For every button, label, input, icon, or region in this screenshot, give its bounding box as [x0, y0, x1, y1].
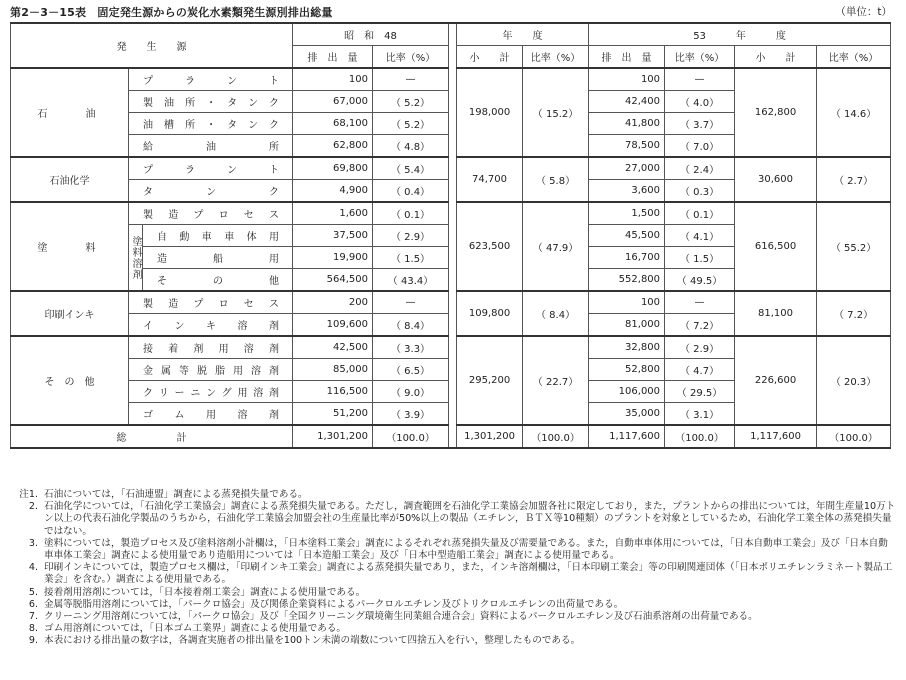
table-row: 石油化学 プラント 69,800 （ 5.4） 74,700 （ 5.8） 27,000 （ 2.4） 30,600 （ 2.7）	[11, 157, 891, 180]
category-toryo: 塗 料	[11, 202, 129, 291]
table-row: そ の 他 接着剤用溶剤 42,500 （ 3.3） 295,200 （ 22.7） 32,800 （ 2.9） 226,600 （ 20.3）	[11, 336, 891, 359]
header-subtotal-48: 小 計	[457, 46, 523, 69]
note-item: 6. 金属等脱脂用溶剤については，「パークロ協会」及び関係企業資料によるパークロルエチレン及びトリクロルエチレンの出荷量である。	[28, 598, 624, 610]
table-row: ゴム用溶剤 51,200 （ 3.9） 35,000 （ 3.1）	[11, 403, 891, 426]
table-title: 第2－3－15表 固定発生源からの炭化水素類発生源別排出総量	[10, 6, 333, 19]
table-row: 油槽所・タンク 68,100 （ 5.2） 41,800 （ 3.7）	[11, 113, 891, 135]
note-item: 9. 本表における排出量の数字は，各調査実施者の排出量を100トン未満の端数について四捨五入を行い，整理したものである。	[28, 635, 581, 647]
total-label: 総 計	[11, 425, 293, 448]
table-row: 塗 料 製造プロセス 1,600 （ 0.1） 623,500 （ 47.9） 1,500 （ 0.1） 616,500 （ 55.2）	[11, 202, 891, 225]
header-ratio-53: 比率（%）	[665, 46, 735, 69]
table-row: 金属等脱脂用溶剤 85,000 （ 6.5） 52,800 （ 4.7）	[11, 359, 891, 381]
table-row: 造船用 19,900 （ 1.5） 16,700 （ 1.5）	[11, 247, 891, 269]
table-row: 印刷インキ 製造プロセス 200 — 109,800 （ 8.4） 100 — 81,100 （ 7.2）	[11, 291, 891, 314]
header-emission-48: 排 出 量	[293, 46, 373, 69]
header-source: 発 生 源	[11, 23, 293, 68]
category-sekiyu-kagaku: 石油化学	[11, 157, 129, 202]
header-subratio-53: 比率（%）	[817, 46, 891, 69]
table-row: 給油所 62,800 （ 4.8） 78,500 （ 7.0）	[11, 135, 891, 158]
note-item: 注1. 石油については，「石油連盟」調査による蒸発損失量である。	[19, 489, 308, 500]
table-row: 塗料溶剤 自動車車体用 37,500 （ 2.9） 45,500 （ 4.1）	[11, 225, 891, 247]
table-row: 製油所・タンク 67,000 （ 5.2） 42,400 （ 4.0）	[11, 91, 891, 113]
header-53: 53 年 度	[589, 23, 891, 46]
note-item: 8. ゴム用溶剤については，「日本ゴム工業界」調査による使用量である。	[28, 623, 347, 635]
note-item: 3. 塗料については，製造プロセス及び塗料溶剤小計欄は，「日本塗料工業会」調査によるそれぞれ蒸発損失量及び需要量である。また，自動車車体用については，「日本自動車工業会」及び「日本自動車車体工業会」調査による使用量であり造船用については「日本造船工業会」及び「日本中型造船工業会」調査による使用量である。	[28, 537, 888, 562]
note-item: 2. 石油化学については，「石油化学工業協会」調査による蒸発損失量である。ただし，調査範囲を石油化学工業協会加盟各社に限定しており，また，プラントからの排出については，年間生産量10万トン以上の代表石油化学製品のうちから，石油化学工業協会加盟会社の生産量比率が50%以上の製品（エチレン，ＢＴＸ等10種類）のプラントを対象としているため，石油化学工業全体の蒸発損失量ではない。	[28, 501, 896, 537]
category-sekiyu: 石 油	[11, 68, 129, 157]
category-toryo-solvent: 塗料溶剤	[129, 225, 143, 292]
note-item: 7. クリーニング用溶剤については，「パークロ協会」及び「全国クリーニング環境衛生同業組合連合会」資料によるパークロルエチレン及び石油系溶剤の出荷量である。	[28, 611, 758, 623]
header-subtotal-53: 小 計	[735, 46, 817, 69]
category-insatsu: 印刷インキ	[11, 291, 129, 336]
header-nendo: 年 度	[457, 23, 589, 46]
note-item: 5. 接着剤用溶剤については，「日本接着剤工業会」調査による使用量である。	[28, 586, 366, 598]
header-ratio-48: 比率（%）	[373, 46, 449, 69]
category-sonota: そ の 他	[11, 336, 129, 425]
notes-section	[12, 489, 897, 648]
table-row: タンク 4,900 （ 0.4） 3,600 （ 0.3）	[11, 180, 891, 203]
header-subratio-48: 比率（%）	[523, 46, 589, 69]
table-row: インキ溶剤 109,600 （ 8.4） 81,000 （ 7.2）	[11, 314, 891, 337]
header-showa: 昭 和 48	[293, 23, 449, 46]
table-row: その他 564,500 （ 43.4） 552,800 （ 49.5）	[11, 269, 891, 292]
emission-table	[10, 22, 891, 449]
note-item: 4. 印刷インキについては，製造プロセス欄は，「印刷インキ工業会」調査による蒸発損失量であり，また，インキ溶剤欄は，「日本印刷工業会」等の印刷関連団体（「日本ポリエチレンラミネート製品工業会」を含む。）調査による使用量である。	[28, 562, 893, 586]
header-emission-53: 排 出 量	[589, 46, 665, 69]
unit-label: （単位：t）	[835, 6, 892, 18]
table-row: クリーニング用溶剤 116,500 （ 9.0） 106,000 （ 29.5）	[11, 381, 891, 403]
table-row: 石 油 プラント 100 — 198,000 （ 15.2） 100 — 162,800 （ 14.6）	[11, 68, 891, 91]
total-row: 総 計 1,301,200 （100.0） 1,301,200 （100.0） 1,117,600 （100.0） 1,117,600 （100.0）	[11, 425, 891, 448]
